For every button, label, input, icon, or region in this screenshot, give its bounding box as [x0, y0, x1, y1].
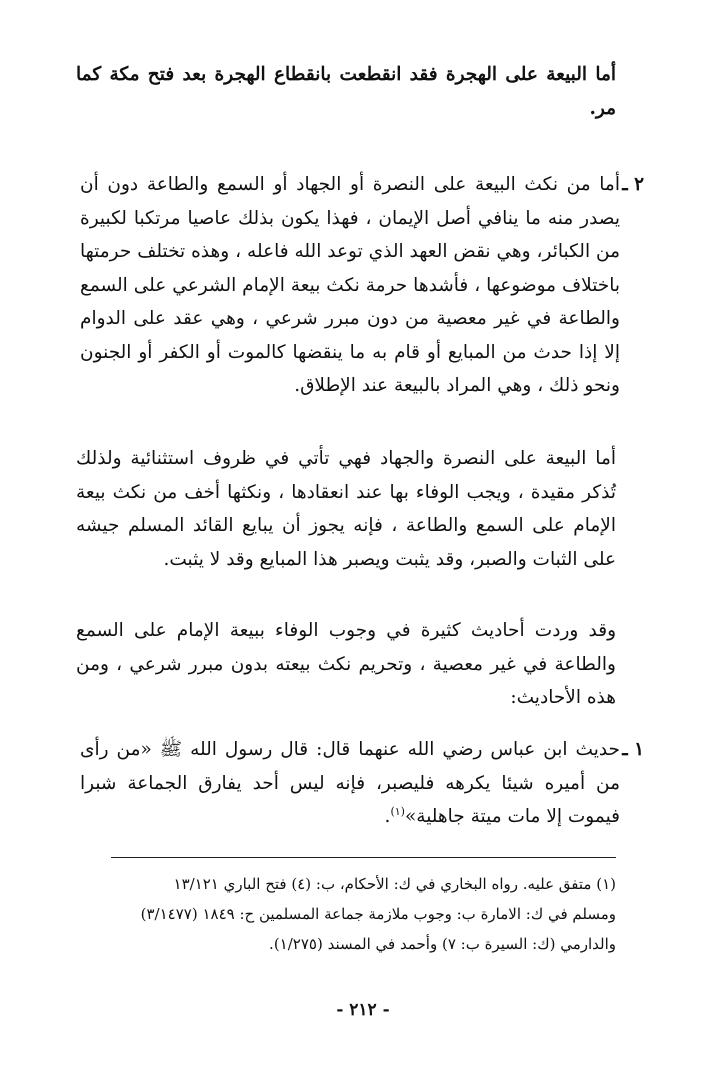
nusra-text: أما البيعة على النصرة والجهاد فهي تأتي في ظروف استثنائية ولذلك تُذكر مقيدة ، ويجب الوفاء بها عند انعقادها ، ونكثها أخف من نكث بيعة الإمام على السمع والطاعة ، فإنه يجوز أن يبايع القائد المسلم جيشه على الثبات والصبر، وقد يثبت ويصبر هذا المبايع وقد لا يثبت. — [76, 448, 616, 570]
point-2-number: ٢ ـ — [622, 174, 644, 195]
ahadith-intro-text: وقد وردت أحاديث كثيرة في وجوب الوفاء ببيعة الإمام على السمع والطاعة في غير معصية ، وتحريم نكث بيعته بدون مبرر شرعي ، ومن هذه الأحاديث: — [76, 620, 616, 708]
point-2-paragraph — [80, 168, 620, 403]
footnote-line: (١) متفق عليه. رواه البخاري في ك: الأحكام، ب: (٤) فتح الباري ١٣/١٢١ — [173, 875, 616, 893]
hadith-1-end: . — [384, 806, 391, 827]
footnotes — [76, 869, 616, 959]
page-number: - ٢١٢ - — [336, 1000, 390, 1020]
nusra-paragraph — [76, 442, 616, 576]
hadith-1-paragraph — [80, 733, 620, 834]
hadith-1-text: حديث ابن عباس رضي الله عنهما قال: قال رسول الله ﷺ «من رأى من أميره شيئا يكرهه فليصبر، فإنه ليس أحد يفارق الجماعة شبرا فيموت إلا مات ميتة جاهلية» — [80, 739, 620, 827]
footnote-ref-1[interactable]: (١) — [390, 804, 405, 818]
intro-text: أما البيعة على الهجرة فقد انقطعت بانقطاع الهجرة بعد فتح مكة كما مر. — [76, 64, 616, 119]
footnote-divider — [111, 857, 616, 858]
footnote-line: والدارمي (ك: السيرة ب: ٧) وأحمد في المسند (١/٢٧٥). — [269, 935, 616, 953]
point-2-text: أما من نكث البيعة على النصرة أو الجهاد أو السمع والطاعة دون أن يصدر منه ما ينافي أصل الإيمان ، فهذا يكون بذلك عاصيا مرتكبا لكبيرة من الكبائر، وهي نقض العهد الذي توعد الله فاعله ، وهذه تختلف حرمتها باختلاف موضوعها ، فأشدها حرمة نكث بيعة الإمام الشرعي على السمع والطاعة في غير معصية من دون مبرر شرعي ، وهي عقد على الدوام إلا إذا حدث من المبايع أو قام به ما ينقضها كالموت أو الكفر أو الجنون ونحو ذلك ، وهي المراد بالبيعة عند الإطلاق. — [80, 174, 620, 396]
hadith-1-number: ١ ـ — [622, 739, 644, 760]
footnote-line: ومسلم في ك: الامارة ب: وجوب ملازمة جماعة المسلمين ح: ١٨٤٩ (٣/١٤٧٧) — [140, 905, 616, 923]
intro-paragraph — [76, 58, 616, 125]
ahadith-intro-paragraph — [76, 614, 616, 715]
